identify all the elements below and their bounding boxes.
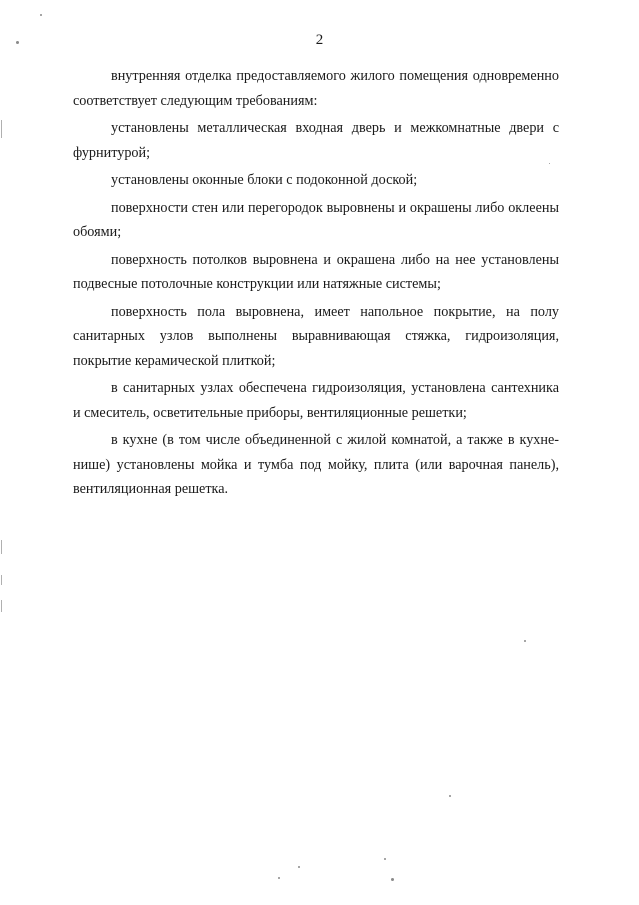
scan-speck [40, 14, 42, 16]
paragraph-kitchen: в кухне (в том числе объединенной с жилой комнатой, а также в кухне-нише) установлены мойка и тумба под мойку, плита (или варочная панель), вентиляционная решетка. [73, 432, 559, 497]
scan-speck [449, 795, 451, 797]
scan-edge-mark [1, 575, 2, 585]
scan-edge-mark [1, 600, 2, 612]
paragraph-floors: поверхность пола выровнена, имеет напольное покрытие, на полу санитарных узлов выполнены выравнивающая стяжка, гидроизоляция, покрытие керамической плиткой; [73, 303, 559, 369]
paragraph-ceilings: поверхность потолков выровнена и окрашена либо на нее установлены подвесные потолочные конструкции или натяжные системы; [73, 251, 559, 292]
scan-edge-mark [1, 120, 2, 138]
paragraph-intro: внутренняя отделка предоставляемого жилого помещения одновременно соответствует следующим требованиям: [73, 68, 559, 109]
scan-edge-mark [1, 540, 2, 554]
scan-speck [524, 640, 526, 642]
paragraph-bathrooms: в санитарных узлах обеспечена гидроизоляция, установлена сантехника и смеситель, осветительные приборы, вентиляционные решетки; [73, 380, 559, 421]
scan-speck [549, 163, 550, 164]
scan-speck [16, 41, 19, 44]
scan-speck [298, 866, 300, 868]
scan-speck [278, 877, 280, 879]
document-body [73, 64, 559, 505]
paragraph-walls: поверхности стен или перегородок выровнены и окрашены либо оклеены обоями; [73, 199, 559, 240]
page-number: 2 [315, 32, 324, 48]
scan-speck [384, 858, 386, 860]
scan-speck [391, 878, 394, 881]
paragraph-doors: установлены металлическая входная дверь и межкомнатные двери с фурнитурой; [73, 120, 559, 161]
paragraph-windows: установлены оконные блоки с подоконной доской; [111, 172, 418, 188]
